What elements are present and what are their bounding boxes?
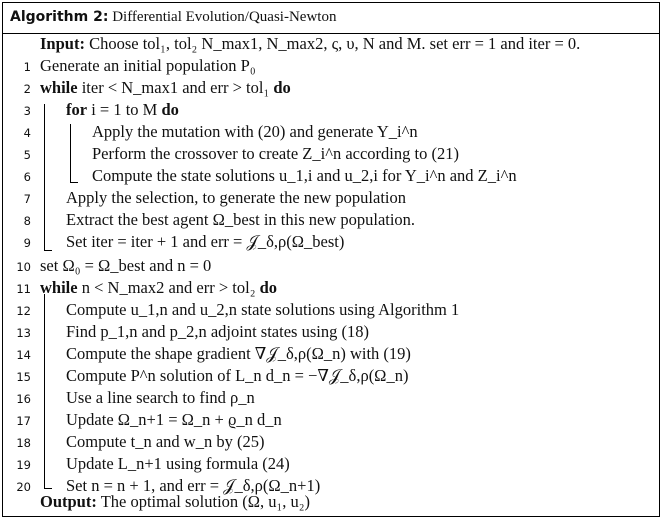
algorithm-line-2-text: iter < N_max1 and err > tol₁: [81, 78, 270, 97]
line-number: 4: [23, 126, 31, 140]
algorithm-line-20: Set n = n + 1, and err = 𝒥_δ,ρ(Ω_n+1): [66, 476, 321, 495]
for-loop-end: [70, 182, 78, 183]
while-loop-1-bar: [44, 104, 45, 250]
algorithm-line-17: Update Ω_n+1 = Ω_n + ϱ_n d_n: [66, 410, 282, 429]
algorithm-line-5: Perform the crossover to create Z_i^n according to (21): [92, 144, 459, 163]
algorithm-line-19: Update L_n+1 using formula (24): [66, 454, 290, 473]
line-number: 2: [23, 82, 31, 96]
algorithm-line-2-keyword: while: [40, 78, 78, 97]
algorithm-line-12: Compute u_1,n and u_2,n state solutions using Algorithm 1: [66, 300, 460, 319]
line-number: 7: [23, 192, 31, 206]
line-number: 15: [16, 370, 31, 384]
while-loop-1-end: [44, 250, 52, 251]
algorithm-line-11-keyword-end: do: [259, 278, 278, 297]
line-number: 16: [16, 392, 31, 406]
line-number: 14: [16, 348, 31, 362]
algorithm-line-3: [66, 100, 179, 120]
while-loop-2-bar: [44, 294, 45, 488]
algorithm-line-16: Use a line search to find ρ_n: [66, 388, 255, 407]
algorithm-line-3-text: i = 1 to M: [91, 100, 158, 119]
line-number: 10: [16, 260, 31, 274]
line-number: 8: [23, 214, 31, 228]
algorithm-title: [10, 9, 336, 26]
algorithm-line-18: Compute t_n and w_n by (25): [66, 432, 265, 451]
output-line-text: The optimal solution (Ω, u₁, u₂): [100, 492, 311, 511]
line-number: 13: [16, 326, 31, 340]
input-line-keyword: Input:: [40, 34, 85, 53]
algorithm-line-3-keyword-end: do: [161, 100, 179, 119]
algorithm-line-7: Apply the selection, to generate the new population: [66, 188, 406, 207]
algorithm-line-6: Compute the state solutions u_1,i and u_2,i for Y_i^n and Z_i^n: [92, 166, 517, 185]
while-loop-2-end: [44, 488, 52, 489]
algorithm-line-14: Compute the shape gradient ∇𝒥_δ,ρ(Ω_n) with (19): [66, 344, 411, 363]
line-number: 18: [16, 436, 31, 450]
algorithm-line-2-keyword-end: do: [273, 78, 291, 97]
line-number: 17: [16, 414, 31, 428]
line-number: 12: [16, 304, 31, 318]
algorithm-line-10: set Ω₀ = Ω_best and n = 0: [40, 256, 212, 275]
algorithm-line-1: Generate an initial population P₀: [40, 56, 256, 75]
line-number: 11: [16, 282, 31, 296]
line-number: 3: [23, 104, 31, 118]
input-line: [40, 34, 580, 54]
line-number: 19: [16, 458, 31, 472]
line-number: 9: [23, 236, 31, 250]
output-line: [40, 492, 310, 512]
algorithm-line-13: Find p_1,n and p_2,n adjoint states using (18): [66, 322, 369, 341]
line-number: 1: [23, 60, 31, 74]
algorithm-line-11-text: n < N_max2 and err > tol₂: [81, 278, 256, 297]
algorithm-line-9: Set iter = iter + 1 and err = 𝒥_δ,ρ(Ω_best): [66, 232, 345, 251]
algorithm-line-8: Extract the best agent Ω_best in this new population.: [66, 210, 416, 229]
line-number: 5: [23, 148, 31, 162]
input-line-text: Choose tol₁, tol₂ N_max1, N_max2, ς, υ, N and M. set err = 1 and iter = 0.: [89, 34, 581, 53]
algorithm-header: [3, 3, 659, 34]
algorithm-line-3-keyword: for: [66, 100, 88, 119]
algorithm-line-4: Apply the mutation with (20) and generate Y_i^n: [92, 122, 418, 141]
line-number: 6: [23, 170, 31, 184]
algorithm-line-11: [40, 278, 277, 298]
for-loop-bar: [70, 124, 71, 182]
algorithm-name: Differential Evolution/Quasi-Newton: [112, 9, 337, 25]
algorithm-line-15: Compute P^n solution of L_n d_n = −∇𝒥_δ,ρ(Ω_n): [66, 366, 409, 385]
algorithm-line-11-keyword: while: [40, 278, 78, 297]
algorithm-label: Algorithm 2:: [10, 9, 109, 25]
output-line-keyword: Output:: [40, 492, 97, 511]
line-number: 20: [16, 480, 31, 494]
algorithm-line-2: [40, 78, 291, 98]
